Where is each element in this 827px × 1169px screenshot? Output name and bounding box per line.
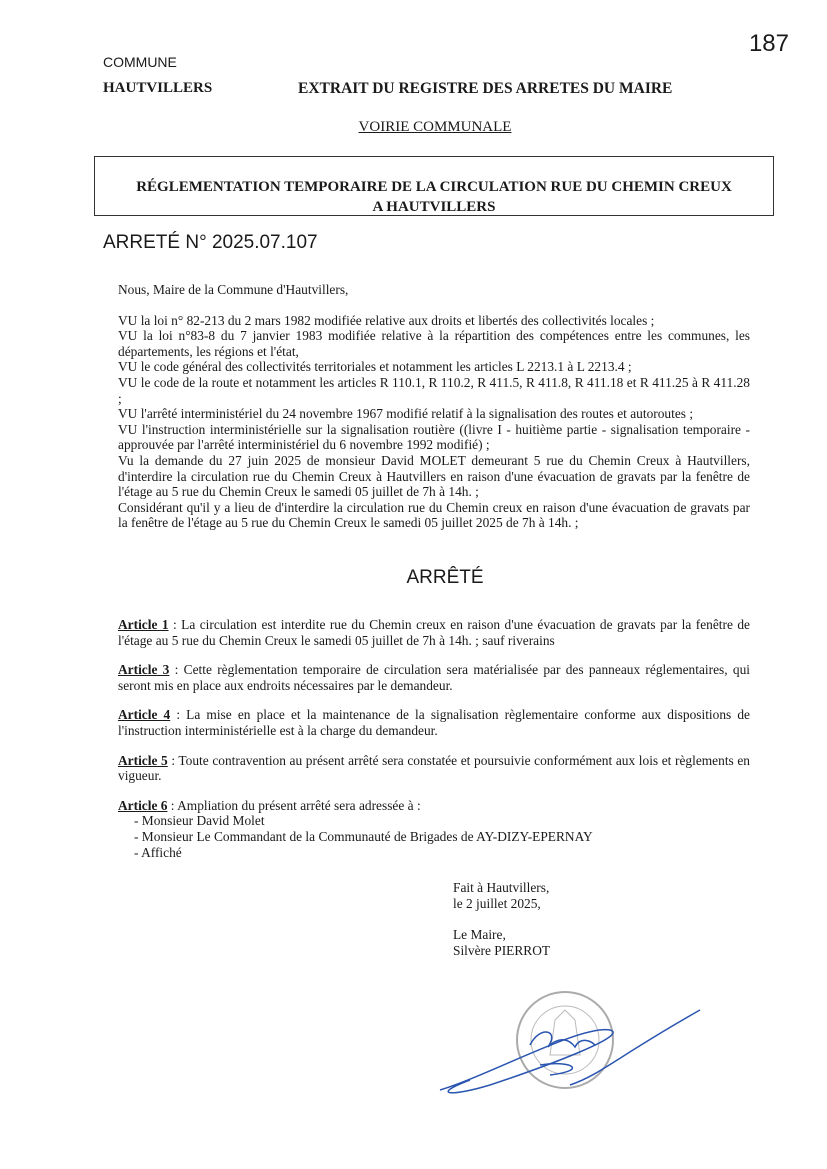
article-4 (118, 707, 750, 738)
signature-date: le 2 juillet 2025, (453, 895, 541, 911)
article-text: : Toute contravention au présent arrêté sera constatée et poursuivie conformément aux lois et règlements en vigueur. (118, 752, 750, 784)
visa: VU le code général des collectivités territoriales et notamment les articles L 2213.1 à L 2213.4 ; (118, 359, 632, 375)
article-label: Article 4 (118, 707, 171, 723)
visa: Considérant qu'il y a lieu de d'interdire la circulation rue du Chemin creux en raison d'une évacuation de gravats par la fenêtre de l'étage au 5 rue du Chemin Creux le samedi 05 juillet 2025 de 7h à 14h. ; (118, 499, 750, 531)
visa: VU l'arrêté interministériel du 24 novembre 1967 modifié relatif à la signalisation des routes et autoroutes ; (118, 406, 694, 422)
commune-label: COMMUNE (103, 54, 177, 70)
recipient: - Monsieur David Molet (134, 813, 265, 829)
article-text: : La circulation est interdite rue du Chemin creux en raison d'une évacuation de gravats par la fenêtre de l'étage au 5 rue du Chemin Creux le samedi 05 juillet de 7h à 14h. ; sauf riverains (118, 617, 750, 648)
article-6 (118, 798, 750, 814)
decision-heading: ARRÊTÉ (406, 567, 484, 588)
preamble (118, 282, 750, 531)
commune-name: HAUTVILLERS (103, 80, 213, 96)
article-label: Article 3 (118, 662, 170, 678)
article-text: : Ampliation du présent arrêté sera adressée à : (167, 797, 421, 813)
signature-title: Le Maire, (453, 927, 506, 943)
recipients-list (118, 813, 750, 860)
section-title: VOIRIE COMMUNALE (358, 119, 512, 135)
handwritten-signature (440, 1010, 700, 1093)
recipient: - Monsieur Le Commandant de la Communauté de Brigades de AY-DIZY-EPERNAY (134, 828, 593, 844)
arrete-number: ARRETÉ N° 2025.07.107 (103, 232, 318, 253)
official-stamp-and-signature (430, 985, 730, 1105)
articles (118, 617, 750, 860)
subject-box (94, 156, 774, 216)
visa: VU l'instruction interministérielle sur la signalisation routière ((livre I - huitième partie - signalisation temporaire - approuvée par l'arrêté interministériel du 6 novembre 1992 modifié) ; (118, 421, 750, 453)
mayor-name: Silvère PIERROT (453, 942, 551, 958)
subject-line-2: A HAUTVILLERS (372, 199, 496, 215)
subject-line-1: RÉGLEMENTATION TEMPORAIRE DE LA CIRCULATION RUE DU CHEMIN CREUX (136, 179, 732, 195)
article-label: Article 5 (118, 752, 168, 768)
article-text: : Cette règlementation temporaire de circulation sera matérialisée par des panneaux réglementaires, qui seront mis en place aux endroits nécessaires par le demandeur. (118, 662, 750, 693)
article-label: Article 1 (118, 617, 169, 632)
article-1 (118, 617, 750, 648)
preamble-intro: Nous, Maire de la Commune d'Hautvillers, (118, 282, 349, 297)
article-text: : La mise en place et la maintenance de la signalisation règlementaire conforme aux dispositions de l'instruction interministérielle est à la charge du demandeur. (118, 707, 750, 738)
visa: Vu la demande du 27 juin 2025 de monsieur David MOLET demeurant 5 rue du Chemin Creux à Hautvillers, d'interdire la circulation rue du Chemin Creux à Hautvillers en raison d'une évacuation de gravats par la fenêtre de l'étage au 5 rue du Chemin Creux le samedi 05 juillet de 7h à 14h. ; (118, 452, 750, 500)
visa: VU le code de la route et notamment les articles R 110.1, R 110.2, R 411.5, R 411.8, R 411.18 et R 411.25 à R 411.28 ; (118, 374, 750, 406)
article-5 (118, 753, 750, 784)
visa: VU la loi n° 82-213 du 2 mars 1982 modifiée relative aux droits et libertés des collectivités locales ; (118, 312, 655, 328)
visa: VU la loi n°83-8 du 7 janvier 1983 modifiée relative à la répartition des compétences entre les communes, les départements, les régions et l'état, (118, 328, 750, 359)
page-number: 187 (748, 30, 789, 57)
register-title: EXTRAIT DU REGISTRE DES ARRETES DU MAIRE (298, 80, 673, 97)
recipient: - Affiché (134, 844, 182, 860)
article-3 (118, 662, 750, 693)
signature-place: Fait à Hautvillers, (453, 880, 550, 895)
signature-block (453, 880, 550, 958)
article-label: Article 6 (118, 797, 168, 813)
